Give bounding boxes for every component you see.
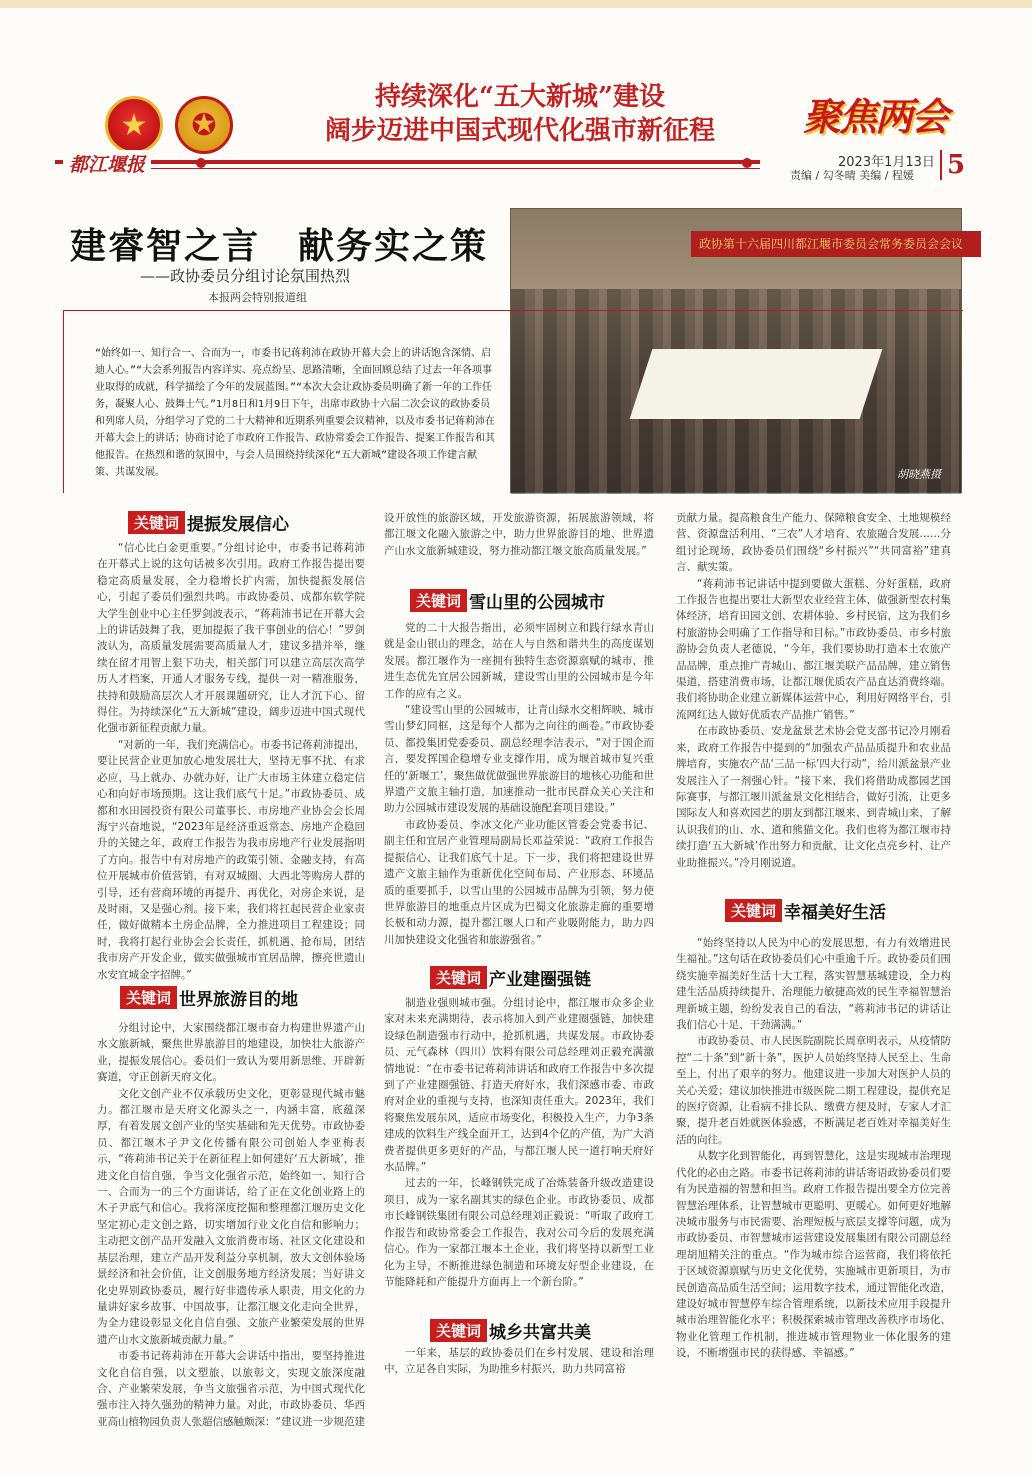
section-continuation	[384, 510, 654, 582]
section-body	[384, 620, 654, 965]
paragraph: 分组讨论中，大家围绕都江堰市奋力构建世界遗产山水文旅新城，聚焦世界旅游目的地建设，加快壮大旅游产业，提振发展信心。委员们一致认为要用新思维、开辟新赛道，守正创新天府文化。	[97, 1022, 365, 1084]
paragraph: “信心比白金更重要。”分组讨论中，市委书记蒋莉沛在开幕式上说的这句话被多次引用。政府工作报告提出要稳定高质量发展，全力稳增长扩内需，加快提振发展信心，引起了委员们强烈共鸣。市政协委员、成都东软学院大学生创业中心主任罗剑波表示，“蒋莉沛书记在开幕大会上的讲话鼓舞了我，更加提振了我干事创业的信心！”罗剑波认为，高质量发展需要高质量人才，建议多措并举，继续在留才用智上狠下功夫，相关部门可以建立高层次高学历人才档案，开通人才服务专线，提供一对一精准服务，扶持和鼓励高层次人才开展课题研究，让人才沉下心、留得住。为持续深化“五大新城”建设，阔步迈进中国式现代化强市新征程贡献力量。	[97, 542, 365, 735]
section-body	[384, 1345, 654, 1395]
issue-date: 2023年1月13日	[838, 155, 935, 170]
section-heading	[120, 985, 298, 1010]
paragraph: “对新的一年，我们充满信心。市委书记蒋莉沛提出，要让民营企业更加放心地发展壮大，坚持无事不扰、有求必应，马上就办、办就办好，让广大市场主体建立稳定信心和向好市场预期。这让我们底气十足。”市政协委员、成都和水田园投资有限公司董事长、市房地产业协会会长周海宁兴奋地说，“2023年是经济重返常态、房地产企稳回升的关键之年，政府工作报告为我市房地产行业发展指明了方向。报告中有对房地产的政策引领、金融支持，有高位开展城市价值营销，有对双城圈、大西北等购房人群的引导，还有营商环境的再提升、再优化，对房企来说，是及时雨，又是强心剂。接下来，我们将扛起民营企业家责任，做好做精本土房企品牌，全力推进项目工程建设；同时，我将打起行业协会会长责任，抓机遇、抢布局，团结我市房产开发企业，做实做强城市宜居品牌，擦亮世遗山水安宜城金字招牌。”	[97, 738, 365, 981]
keyword-tag: 关键词	[410, 589, 467, 612]
paragraph: 市政协委员、市人民医院副院长周章明表示，从疫情防控“二十条”到“新十条”，医护人员始终坚持人民至上、生命至上，付出了艰辛的努力。他建议进一步加大对医护人员的关心关爱；建议加快推进市级医院二期工程建设，提供充足的医疗资源，让看病不排长队、缴费方便及时，专家人才汇聚，提升老百姓就医体验感，不断满足老百姓对幸福美好生活的向往。	[676, 1035, 951, 1146]
page-number: 5	[940, 150, 970, 180]
photo-credit: 胡晓燕摄	[897, 468, 941, 481]
section-heading	[430, 1318, 591, 1343]
section-title: 提振发展信心	[187, 515, 290, 535]
section-body	[384, 995, 654, 1300]
article-byline: 本报两会特别报道组	[208, 291, 307, 304]
paragraph: 党的二十大报告指出，必须牢固树立和践行绿水青山就是金山银山的理念，站在人与自然和谐共生的高度谋划发展。都江堰作为一座拥有独特生态资源禀赋的城市，推进生态优先宜居公园新城，建设雪山里的公园城市是今年工作的应有之义。	[384, 622, 654, 700]
section-title: 幸福美好生活	[784, 903, 887, 923]
paragraph: 一年来，基层的政协委员们在乡村发展、建设和治理中，立足各自实际，为助推乡村振兴，助力共同富裕	[384, 1347, 654, 1376]
section-title: 雪山里的公园城市	[469, 593, 606, 613]
section-title: 产业建圈强链	[489, 970, 592, 990]
newspaper-name: 都江堰报	[63, 150, 151, 177]
section-heading	[128, 510, 289, 535]
masthead-rule-thin	[80, 168, 760, 169]
page-headline-2: 阔步迈进中国式现代化强市新征程	[324, 116, 715, 146]
paragraph: 贡献力量。提高粮食生产能力、保障粮食安全、土地规模经营、资源盘活利用、“三农”人才培育、农旅融合发展……分组讨论现场，政协委员们围绕“乡村振兴”“共同富裕”建真言、献实策。	[676, 512, 951, 574]
keyword-tag: 关键词	[725, 899, 782, 922]
lianghui-logo: 聚焦两会	[802, 94, 947, 139]
top-banner-strip	[0, 0, 1032, 8]
editors-credit: 责编 / 勾冬晴 美编 / 程媛	[790, 169, 914, 182]
keyword-tag: 关键词	[128, 511, 185, 534]
paragraph: 文化文创产业不仅承载历史文化，更彰显现代城市魅力。都江堰市是天府文化源头之一，内涵丰富，底蕴深厚，有着发展文创产业的坚实基础和先天优势。市政协委员、都江堰木子尹文化传播有限公司创始人李亚梅表示，“蒋莉沛书记关于在新征程上如何建好‘五大新城’，推进文化自信自强，争当文化强省示范，始终如一、知行合一、合而为一的三个方面讲话，给了正在文化创业路上的木子尹底气和信心。我将深度挖掘和整理都江堰历史文化坚定初心走文创之路，切实增加行业文化自信和影响力；主动把文创产品开发融入文旅消费市场、社区文化建设和基层治理，建立产品开发利益分享机制，放大文创体验场景经济和社会价值，让文创服务地方经济发展；当好讲文化史界别政协委员，履行好非遗传承人职责，用文化的力量讲好家乡故事、中国故事，让都江堰文化走向全世界，为全力建设彰显文化自信自强、文旅产业繁荣发展的世界遗产山水文旅新城贡献力量。”	[97, 1087, 365, 1346]
paragraph: 制造业强则城市强。分组讨论中，都江堰市众多企业家对未来充满期待，表示将加入到产业建圈强链，加快建设绿色制造强市行动中，抢抓机遇，共谋发展。市政协委员、元气森林（四川）饮料有限公司总经理刘正毅充满激情地说：“在市委书记蒋莉沛讲话和政府工作报告中多次提到了产业建圈强链、打造天府好水，我们深感市委、市政府对企业的重视与支持，也深知责任重大。2023年，我们将聚焦发展东风，适应市场变化，积极投入生产，力争3条建成的饮料生产线全面开工，达到4个亿的产值，为广大消费者提供更多更好的产品，与都江堰人民一道打响天府好水品牌。”	[384, 997, 654, 1174]
section-heading	[725, 898, 886, 923]
section-body	[97, 540, 365, 981]
paragraph: 从数字化到智能化，再到智慧化，这是实现城市治理现代化的必由之路。市委书记蒋莉沛的讲话寄语政协委员们要有为民造福的智慧和担当。政府工作报告提出要全方位完善智慧治理体系，让智慧城市更聪明、更暖心。如何更好地解决城市服务与市民需要、治理短板与底层支撑等问题，成为市政协委员、市智慧城市运营建设发展集团有限公司副总经理胡旭精关注的重点。“作为城市综合运营商，我们将依托于区域资源禀赋与历史文化优势，实施城市更新项目，为市民创造高品质生活空间；运用数字技术，通过智能化改造，建设好城市智慧停车综合管理系统，以新技术应用手段提升城市治理智能化水平；积极探索城市管理改善秩序市场化、物业化管理工作机制，推进城市管理物业一体化服务的建设，不断增强市民的获得感、幸福感。”	[676, 1150, 951, 1360]
section-title: 城乡共富共美	[489, 1323, 592, 1343]
article-title: 建睿智之言 献务实之策	[70, 225, 489, 267]
section-continuation	[676, 510, 951, 892]
keyword-tag: 关键词	[430, 966, 487, 989]
paragraph: 设开放性的旅游区域，开发旅游资源，拓展旅游领域，将都江堰文化融入旅游之中，助力世界旅游目的地、世界遗产山水文旅新城建设，努力推动都江堰文旅高质量发展。”	[384, 512, 654, 557]
section-body	[676, 935, 951, 1375]
paragraph: “建设雪山里的公园城市，让青山绿水交相辉映、城市雪山梦幻同框，这是每个人都为之向往的画卷。”市政协委员、都投集团党委委员、副总经理李洁表示，“对于国企而言，要发挥国企稳增专业支撑作用，成为堰首城市复兴重任的‘新堰工’，聚焦做优做强世界旅游目的地核心功能和世界遗产文旅主轴打造，加速推动一批市民群众关心关注和助力公园城市建设发展的基础设施配套项目建设。”	[384, 704, 654, 815]
keyword-tag: 关键词	[120, 986, 177, 1009]
article-intro: “始终如一、知行合一、合而为一，市委书记蒋莉沛在政协开幕大会上的讲话饱含深情、启迪人心。”“大会系列报告内容详实、亮点纷呈、思路清晰，全面回顾总结了过去一年各项事业取得的成就，科学描绘了今年的发展蓝图。”“本次大会让政协委员明确了新一年的工作任务，凝聚人心、鼓舞士气。”1月8日和1月9日下午，出席市政协十六届二次会议的政协委员和列席人员，分组学习了党的二十大精神和近期系列重要会议精神，以及市委书记蒋莉沛在开幕大会上的讲话；协商讨论了市政府工作报告、政协常委会工作报告、提案工作报告和其他报告。在热烈和谐的氛围中，与会人员围绕持续深化“五大新城”建设各项工作建言献策、共谋发展。	[95, 348, 495, 478]
paragraph: 在市政协委员、安龙盆景艺术协会党支部书记冷月刚看来，政府工作报告中提到的“加强农产品品质提升和农业品牌培育，实施农产品‘三品一标’四大行动”，给川派盆景产业发展注入了一剂强心针。“接下来，我们将借助成都园艺国际赛事，与都江堰川派盆景文化相结合，做好引流，让更多国际友人和喜欢园艺的朋友到都江堰来、到青城山来，了解认识我们的山、水、道和熊猫文化。我们也将为都江堰市持续打造‘五大新城’作出努力和贡献，让文化点亮乡村、让产业助推振兴。”冷月刚说道。	[676, 725, 951, 869]
paragraph: “始终坚持以人民为中心的发展思想，有力有效增进民生福祉。”这句话在政协委员们心中重逾千斤。政协委员们围绕实施幸福美好生活十大工程，落实智慧基城建设，全力构建生活品质持续提升、治理能力敏捷高效的民生幸福智慧治理新城主题，纷纷发表自己的看法，“蒋莉沛书记的讲话让我们信心十足、干劲满满。”	[676, 937, 951, 1032]
paragraph: 市政协委员、李冰文化产业功能区管委会党委书记、副主任和宜居产业管理局副局长邓益荣说：“政府工作报告提振信心，让我们底气十足。下一步，我们将把建设世界遗产文旅主轴作为重新优化空间布局、产业形态、环境品质的重要抓手，以雪山里的公园城市品牌为引领，努力使世界旅游目的地重点片区成为巴蜀文化旅游走廊的重要增长极和动力源，提升都江堰人口和产业吸附能力，助力四川加快建设文化强省和旅游强省。”	[384, 818, 654, 946]
cppcc-emblem-icon: ✪	[175, 96, 233, 154]
section-title: 世界旅游目的地	[179, 990, 299, 1010]
section-heading	[410, 588, 605, 613]
keyword-tag: 关键词	[430, 1319, 487, 1342]
photo-banner-text: 政协第十六届四川都江堰市委员会常务委员会会议	[691, 231, 981, 257]
national-emblem-icon: ★	[105, 96, 163, 154]
rule-dot	[196, 158, 206, 168]
masthead-rule	[55, 160, 760, 164]
section-body	[97, 1020, 365, 1428]
page-headline-1: 持续深化“五大新城”建设	[375, 82, 665, 112]
rule-dot	[742, 158, 752, 168]
article-subtitle: ——政协委员分组讨论氛围热烈	[140, 267, 351, 285]
section-heading	[430, 965, 591, 990]
paragraph: 过去的一年，长峰钢铁完成了冶炼装备升级改造建设项目，成为一家名副其实的绿色企业。市政协委员、成都市长峰钢铁集团有限公司总经理刘正毅说：“听取了政府工作报告和政协常委会工作报告，我对公司今后的发展充满信心。作为一家都江堰本土企业，我们将坚持以新型工业化为主导，不断推进绿色制造和环境友好型企业建设，在节能降耗和产能提升方面再上一个新台阶。”	[384, 1177, 654, 1288]
paragraph: 市委书记蒋莉沛在开幕大会讲话中指出，要坚持推进文化自信自强，以文塑旅、以旅彰文，实现文旅深度融合、产业繁荣发展，争当文旅强省示范，为中国式现代化强市注入持久强劲的精神力量。对此，市政协委员、华西亚高山植物园负责人张超信感触颇深：“建议进一步规范建	[97, 1350, 365, 1428]
paragraph: “蒋莉沛书记讲话中提到要做大蛋糕、分好蛋糕，政府工作报告也提出要壮大新型农业经营主体，做强新型农村集体经济，培育田园文创、农耕体验、乡村民宿，这为我们乡村旅游协会明确了工作指导和目标。”市政协委员、市乡村旅游协会负责人老德说，“今年，我们要协助打造本土农旅产品品牌，重点推广青城山、都江堰美联产品品牌，建立销售渠道，搭建消费市场，让都江堰优质农产品直达消费终端。我们将协助企业建立新媒体运营中心，利用好网络平台，引流网红达人做好优质农产品推广销售。”	[676, 577, 951, 721]
